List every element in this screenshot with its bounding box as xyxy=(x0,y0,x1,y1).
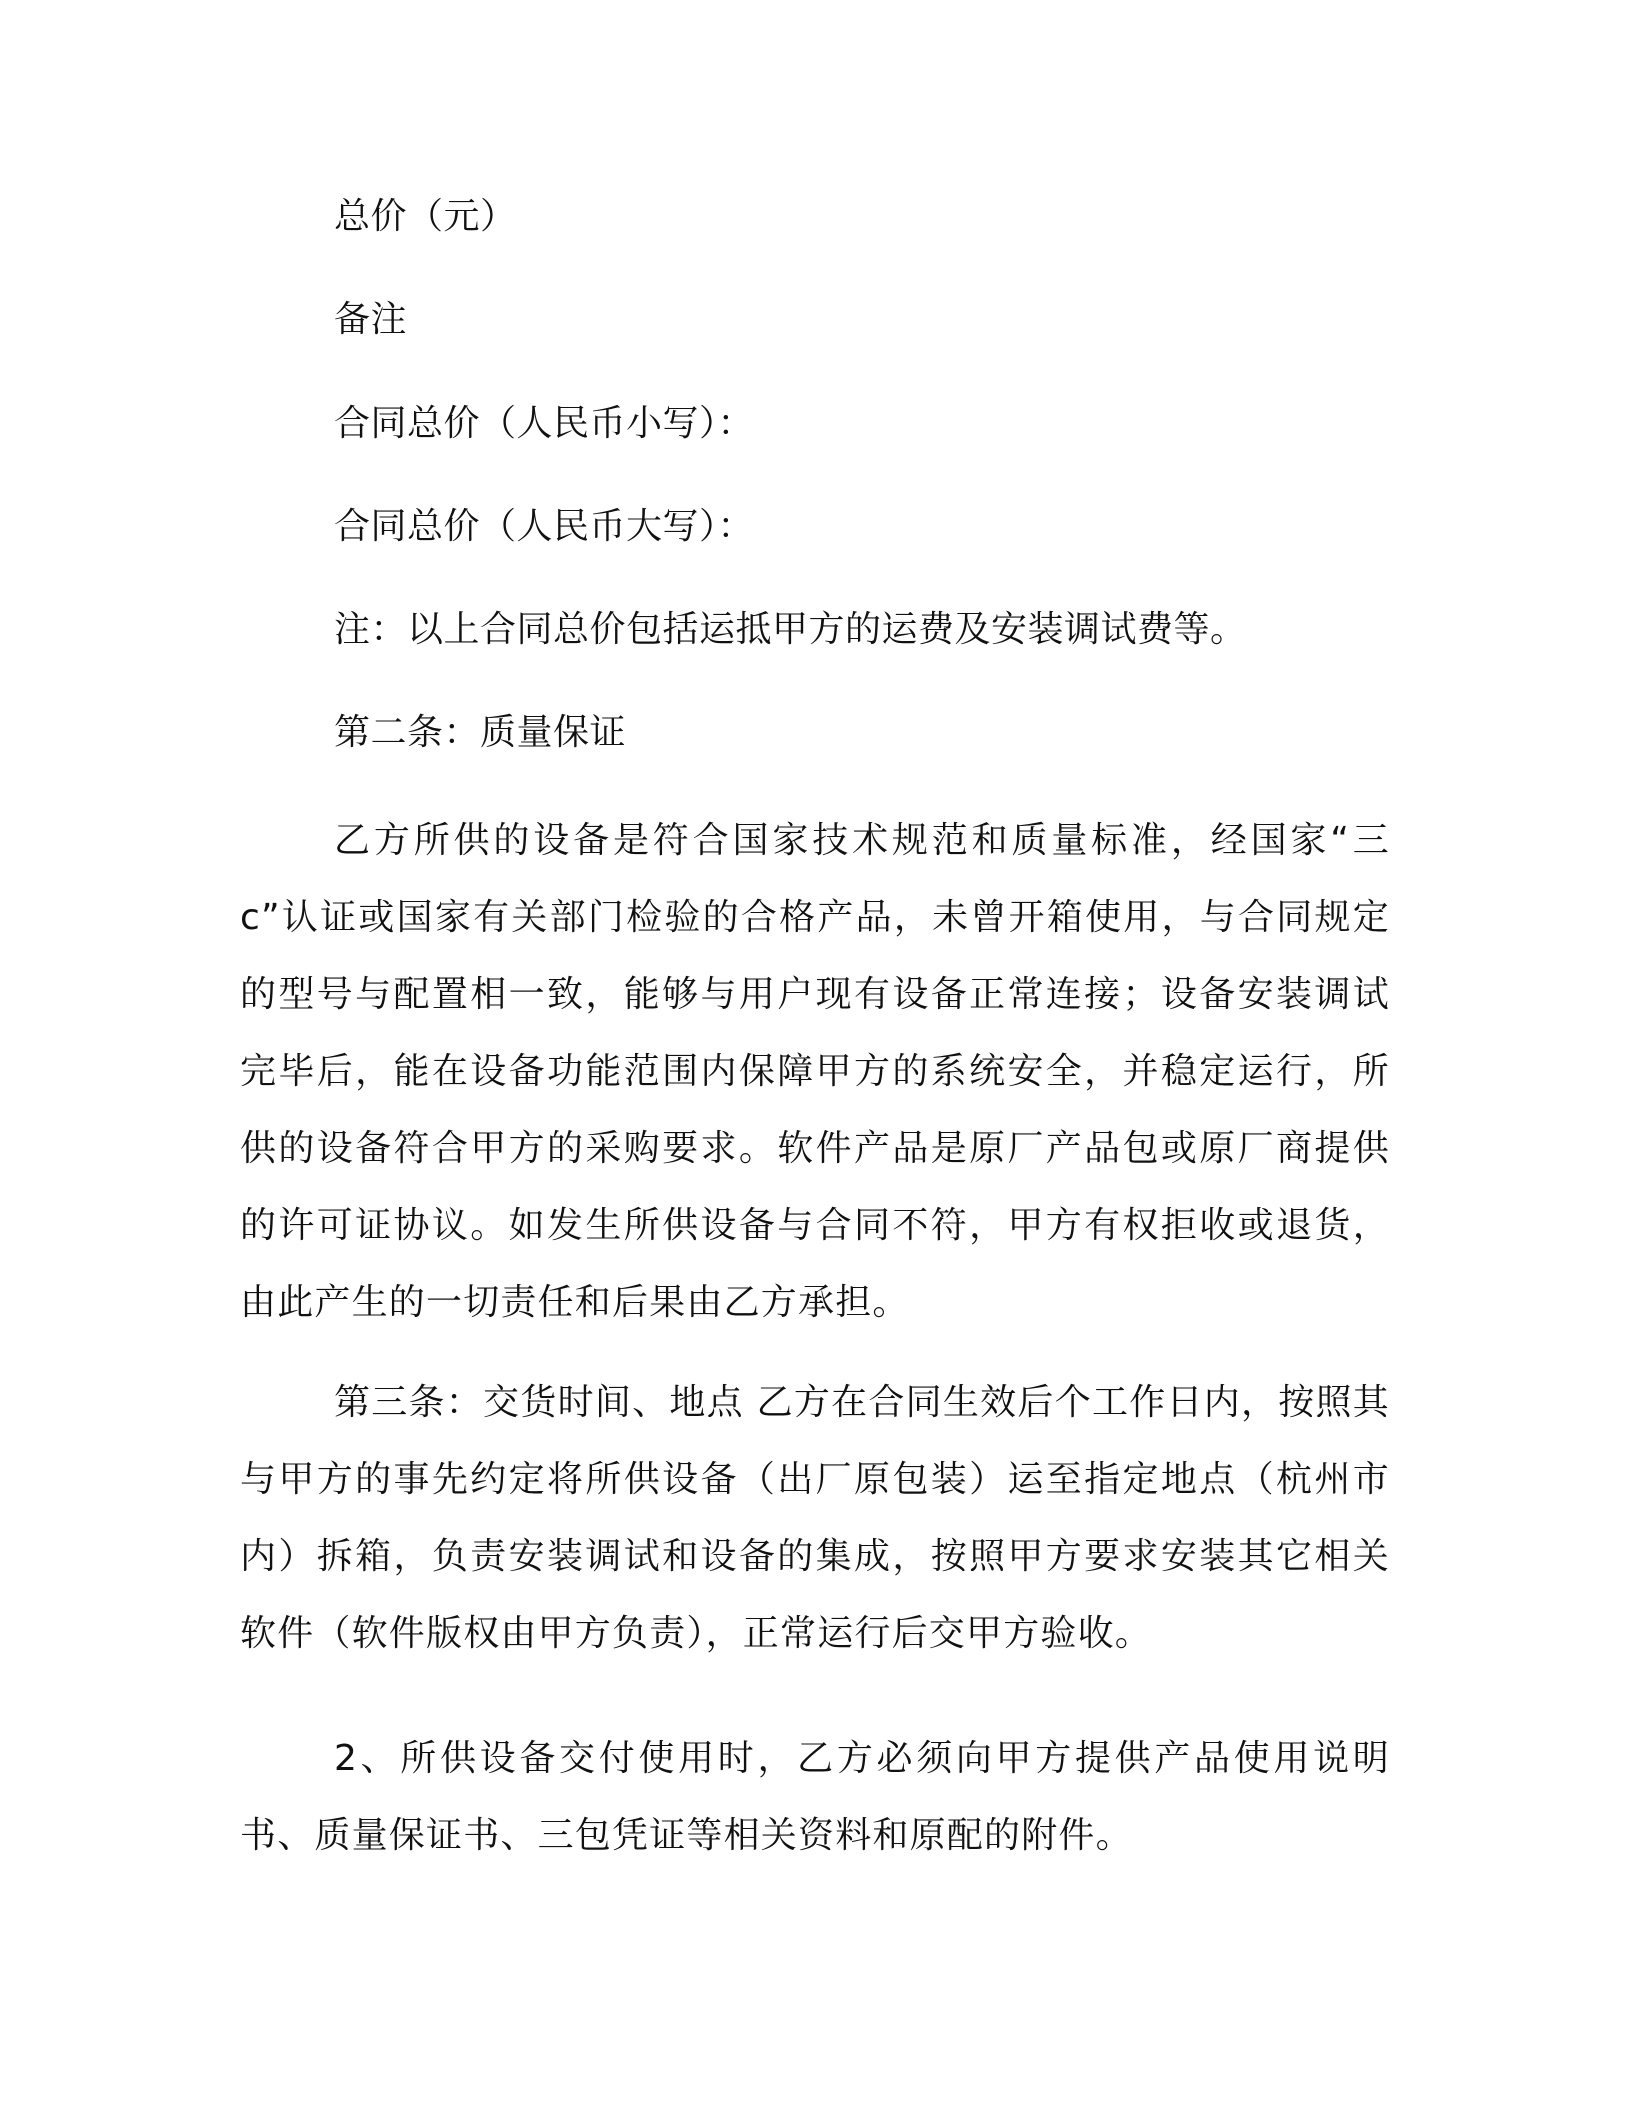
remarks-label: 备注 xyxy=(334,299,408,340)
quality-guarantee-paragraph: 乙方所供的设备是符合国家技术规范和质量标准，经国家“三 c”认证或国家有关部门检验的合格产品，未曾开箱使用，与合同规定的型号与配置相一致，能够与用户现有设备正常连接；设备安装调试完毕后，能在设备功能范围内保障甲方的系统安全，并稳定运行，所供的设备符合甲方的采购要求。软件产品是原厂产品包或原厂商提供的许可证协议。如发生所供设备与合同不符，甲方有权拒收或退货，由此产生的一切责任和后果由乙方承担。 xyxy=(240,820,1390,1323)
contract-total-uppercase-label: 合同总价（人民币大写）： xyxy=(334,506,755,547)
total-price-label: 总价（元） xyxy=(334,196,517,237)
price-note: 注：以上合同总价包括运抵甲方的运费及安装调试费等。 xyxy=(334,609,1247,650)
article-three-paragraph: 第三条：交货时间、地点 乙方在合同生效后个工作日内，按照其与甲方的事先约定将所供设备（出厂原包装）运至指定地点（杭州市内）拆箱，负责安装调试和设备的集成，按照甲方要求安装其它相关软件（软件版权由甲方负责），正常运行后交甲方验收。 xyxy=(240,1382,1390,1654)
article-two-heading: 第二条：质量保证 xyxy=(334,712,627,753)
contract-total-lowercase-label: 合同总价（人民币小写）： xyxy=(334,403,755,444)
delivery-documents-paragraph: 2、所供设备交付使用时，乙方必须向甲方提供产品使用说明书、质量保证书、三包凭证等相关资料和原配的附件。 xyxy=(240,1738,1390,1856)
